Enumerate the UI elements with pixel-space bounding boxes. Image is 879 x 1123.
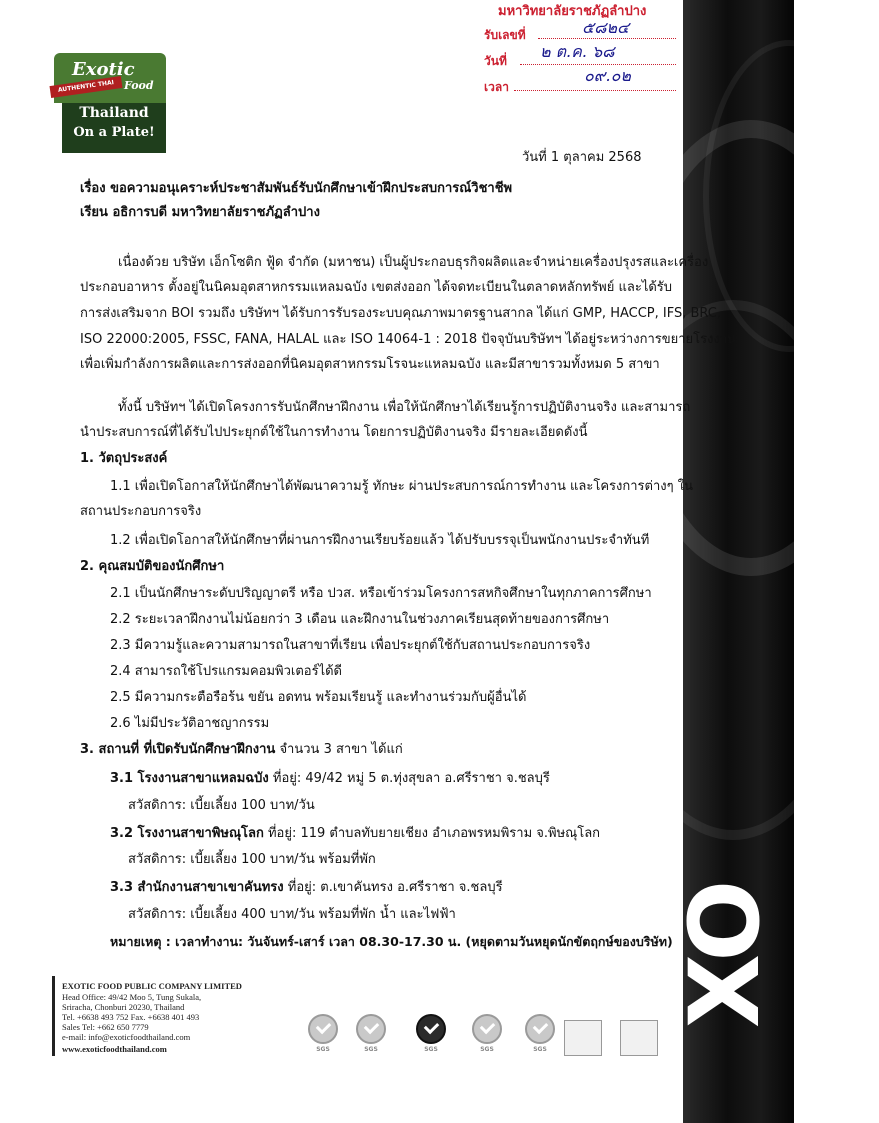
letter-subject: เรื่อง ขอความอนุเคราะห์ประชาสัมพันธ์รับนักศึกษาเข้าฝึกประสบการณ์วิชาชีพ	[80, 181, 513, 196]
list-item: 2.1 เป็นนักศึกษาระดับปริญญาตรี หรือ ปวส. หรือเข้าร่วมโครงการสหกิจศึกษาในทุกภาคการศึกษา	[110, 586, 652, 601]
paragraph-line: การส่งเสริมจาก BOI รวมถึง บริษัทฯ ได้รับการรับรองระบบคุณภาพมาตรฐานสากล ได้แก่ GMP, HACCP, IFS, BRC,	[80, 306, 722, 321]
list-item: 2.3 มีความรู้และความสามารถในสาขาที่เรียน เพื่อประยุกต์ใช้กับสถานประกอบการจริง	[110, 638, 591, 653]
certification-logo-icon	[620, 1020, 658, 1056]
list-item: 2.6 ไม่มีประวัติอาชญากรรม	[110, 716, 270, 731]
footer-line: Sales Tel: +662 650 7779	[62, 1022, 149, 1032]
list-item: 2.5 มีความกระตือรือร้น ขยัน อดทน พร้อมเรียนรู้ และทำงานร่วมกับผู้อื่นได้	[110, 690, 527, 705]
footer-divider	[52, 976, 55, 1056]
certification-badge-icon: SGS	[468, 1014, 506, 1058]
stamp-title: มหาวิทยาลัยราชภัฏลำปาง	[498, 4, 647, 19]
branch-3: 3.3 สำนักงานสาขาเขาคันทรง ที่อยู่: ต.เขาคันทรง อ.ศรีราชา จ.ชลบุรี	[110, 880, 503, 895]
footer-line: Sriracha, Chonburi 20230, Thailand	[62, 1002, 185, 1012]
branch-1: 3.1 โรงงานสาขาแหลมฉบัง ที่อยู่: 49/42 หมู่ 5 ต.ทุ่งสุขลา อ.ศรีราชา จ.ชลบุรี	[110, 771, 550, 786]
paragraph-line: ทั้งนี้ บริษัทฯ ได้เปิดโครงการรับนักศึกษาฝึกงาน เพื่อให้นักศึกษาได้เรียนรู้การปฏิบัติงานจริง และสามารถ	[118, 400, 691, 415]
paragraph-line: นำประสบการณ์ที่ได้รับไปประยุกต์ใช้ในการทำงาน โดยการปฏิบัติงานจริง มีรายละเอียดดังนี้	[80, 425, 588, 440]
footer-line: Head Office: 49/42 Moo 5, Tung Sukala,	[62, 992, 202, 1002]
stamp-time-value: ๐๙.๐๒	[584, 66, 631, 85]
paragraph-line: ISO 22000:2005, FSSC, FANA, HALAL และ ISO 14064-1 : 2018 ปัจจุบันบริษัทฯ ได้อยู่ระหว่างการขยายโรงงาน	[80, 332, 736, 347]
certification-badge-icon: SGS	[352, 1014, 390, 1058]
paragraph-line: ประกอบอาหาร ตั้งอยู่ในนิคมอุตสาหกรรมแหลมฉบัง เขตส่งออก ได้จดทะเบียนในตลาดหลักทรัพย์ และได้รับ	[80, 280, 673, 295]
branch-2-welfare: สวัสดิการ: เบี้ยเลี้ยง 100 บาท/วัน พร้อมที่พัก	[128, 852, 376, 867]
stamp-time-label: เวลา	[484, 80, 509, 94]
certification-logo-icon	[564, 1020, 602, 1056]
paragraph-line: เพื่อเพิ่มกำลังการผลิตและการส่งออกที่นิคมอุตสาหกรรมโรจนะแหลมฉบัง และมีสาขารวมทั้งหมด 5 สาขา	[80, 357, 660, 372]
branch-2: 3.2 โรงงานสาขาพิษณุโลก ที่อยู่: 119 ตำบลทับยายเชียง อำเภอพรหมพิราม จ.พิษณุโลก	[110, 826, 601, 841]
certification-badge-icon: SGS	[521, 1014, 559, 1058]
receipt-stamp	[478, 0, 683, 95]
section-heading-objectives: 1. วัตถุประสงค์	[80, 451, 168, 466]
letter-date: วันที่ 1 ตุลาคม 2568	[522, 150, 642, 165]
logo-line1: Thailand	[79, 105, 149, 121]
decorative-side-band	[669, 0, 794, 1123]
stamp-no-label: รับเลขที่	[484, 28, 526, 42]
footer-company: EXOTIC FOOD PUBLIC COMPANY LIMITED	[62, 981, 242, 991]
section-heading-qualifications: 2. คุณสมบัติของนักศึกษา	[80, 559, 225, 574]
branch-1-welfare: สวัสดิการ: เบี้ยเลี้ยง 100 บาท/วัน	[128, 798, 315, 813]
stamp-no-value: ๕๘๒๔	[582, 18, 630, 37]
branch-3-welfare: สวัสดิการ: เบี้ยเลี้ยง 400 บาท/วัน พร้อมที่พัก น้ำ และไฟฟ้า	[128, 907, 456, 922]
logo-ribbon: AUTHENTIC THAI	[50, 76, 123, 98]
stamp-date-label: วันที่	[484, 54, 507, 68]
letter-recipient: เรียน อธิการบดี มหาวิทยาลัยราชภัฏลำปาง	[80, 205, 320, 220]
list-item: 2.2 ระยะเวลาฝึกงานไม่น้อยกว่า 3 เดือน และฝึกงานในช่วงภาคเรียนสุดท้ายของการศึกษา	[110, 612, 610, 627]
certification-badge-icon: SGS	[412, 1014, 450, 1058]
logo-brand: Exotic	[72, 59, 135, 80]
list-item: 2.4 สามารถใช้โปรแกรมคอมพิวเตอร์ได้ดี	[110, 664, 342, 679]
logo-food: Food	[124, 79, 154, 92]
list-item: 1.2 เพื่อเปิดโอกาสให้นักศึกษาที่ผ่านการฝึกงานเรียบร้อยแล้ว ได้ปรับบรรจุเป็นพนักงานประจำทันที	[110, 533, 650, 548]
list-item: 1.1 เพื่อเปิดโอกาสให้นักศึกษาได้พัฒนาความรู้ ทักษะ ผ่านประสบการณ์การทำงาน และโครงการต่างๆ ใน	[110, 479, 693, 494]
stamp-date-value: ๒ ต.ค. ๖๘	[540, 42, 615, 61]
band-brand-mark: XO	[669, 883, 782, 1029]
working-hours-note: หมายเหตุ : เวลาทำงาน: วันจันทร์-เสาร์ เวลา 08.30-17.30 น. (หยุดตามวันหยุดนักขัตฤกษ์ของบริษัท)	[110, 934, 673, 949]
footer-line: Tel. +6638 493 752 Fax. +6638 401 493	[62, 1012, 200, 1022]
section-heading-locations: 3. สถานที่ ที่เปิดรับนักศึกษาฝึกงาน จำนวน 3 สาขา ได้แก่	[80, 742, 403, 757]
logo-line2: On a Plate!	[73, 125, 155, 140]
list-item: สถานประกอบการจริง	[80, 504, 202, 519]
footer-website: www.exoticfoodthailand.com	[62, 1044, 167, 1054]
paragraph-line: เนื่องด้วย บริษัท เอ็กโซติก ฟู้ด จำกัด (มหาชน) เป็นผู้ประกอบธุรกิจผลิตและจำหน่ายเครื่องปรุงรสและเครื่อง	[118, 255, 709, 270]
footer-line: e-mail: info@exoticfoodthailand.com	[62, 1032, 191, 1042]
company-logo	[54, 53, 166, 153]
certification-badge-icon: SGS	[304, 1014, 342, 1058]
